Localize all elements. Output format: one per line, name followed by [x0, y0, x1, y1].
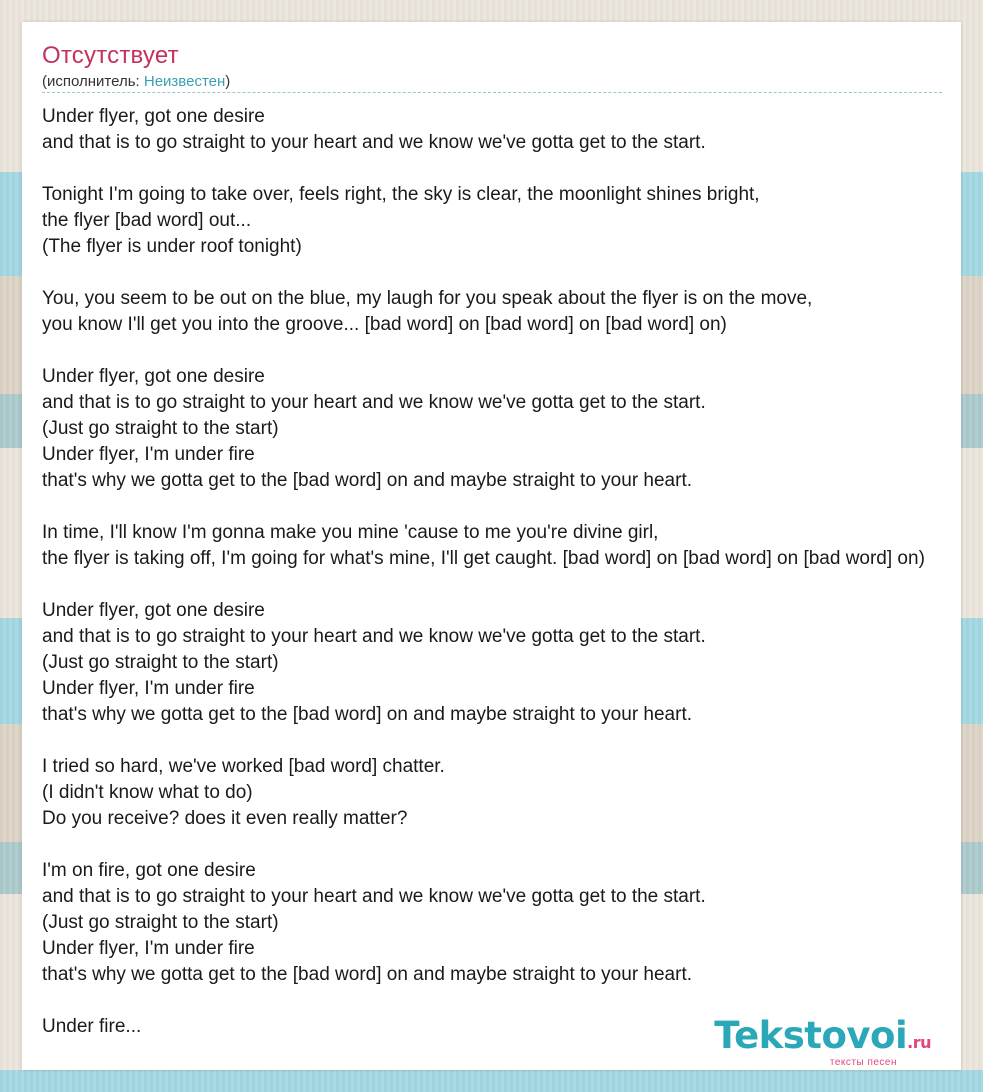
lyric-line: (Just go straight to the start)	[42, 652, 279, 673]
logo-main-text: Tekstovoi	[714, 1014, 908, 1057]
lyric-line	[42, 338, 983, 364]
artist-suffix: )	[225, 73, 231, 90]
lyric-line	[42, 156, 983, 182]
lyric-line: and that is to go straight to your heart and we know we've gotta get to the start.	[42, 132, 706, 153]
logo-tld: .ru	[907, 1033, 931, 1052]
title-divider	[42, 92, 942, 93]
lyric-line: I'm on fire, got one desire	[42, 860, 256, 881]
lyric-line: Under flyer, got one desire	[42, 106, 265, 127]
lyric-line: that's why we gotta get to the [bad word] on and maybe straight to your heart.	[42, 964, 693, 985]
lyric-line	[42, 572, 983, 598]
lyrics-card	[22, 22, 961, 1070]
lyric-line: (Just go straight to the start)	[42, 418, 279, 439]
lyric-line: you know I'll get you into the groove... [bad word] on [bad word] on [bad word] on)	[42, 314, 727, 335]
logo-wordmark	[714, 1016, 931, 1063]
lyric-line	[42, 728, 983, 754]
artist-link[interactable]: Неизвестен	[143, 73, 226, 90]
lyric-line: and that is to go straight to your heart and we know we've gotta get to the start.	[42, 886, 706, 907]
lyric-line: Under flyer, I'm under fire	[42, 678, 255, 699]
site-logo[interactable]	[714, 1016, 931, 1068]
song-title: Отсутствует	[42, 42, 179, 69]
lyric-line	[42, 494, 983, 520]
lyric-line	[42, 988, 983, 1014]
lyric-line: Under flyer, got one desire	[42, 366, 265, 387]
lyric-line	[42, 832, 983, 858]
lyric-line: and that is to go straight to your heart and we know we've gotta get to the start.	[42, 626, 706, 647]
lyric-line: I tried so hard, we've worked [bad word] chatter.	[42, 756, 445, 777]
lyric-line: (Just go straight to the start)	[42, 912, 279, 933]
lyric-line: (The flyer is under roof tonight)	[42, 236, 302, 257]
lyric-line: Under flyer, I'm under fire	[42, 938, 255, 959]
lyric-line: In time, I'll know I'm gonna make you mine 'cause to me you're divine girl,	[42, 522, 659, 543]
lyric-line: Under flyer, I'm under fire	[42, 444, 255, 465]
lyric-line: the flyer [bad word] out...	[42, 210, 252, 231]
lyric-line: that's why we gotta get to the [bad word] on and maybe straight to your heart.	[42, 704, 693, 725]
logo-tagline: тексты песен	[829, 1057, 897, 1068]
background-stripe	[0, 1070, 983, 1092]
lyric-line: and that is to go straight to your heart and we know we've gotta get to the start.	[42, 392, 706, 413]
lyric-line	[42, 260, 983, 286]
lyric-line: the flyer is taking off, I'm going for what's mine, I'll get caught. [bad word] on [bad word] on [bad word] on)	[42, 548, 925, 569]
lyric-line: You, you seem to be out on the blue, my laugh for you speak about the flyer is on the move,	[42, 288, 813, 309]
lyric-line: (I didn't know what to do)	[42, 782, 253, 803]
lyric-line: that's why we gotta get to the [bad word] on and maybe straight to your heart.	[42, 470, 693, 491]
lyric-line: Tonight I'm going to take over, feels right, the sky is clear, the moonlight shines bright,	[42, 184, 760, 205]
lyrics-text	[42, 104, 983, 1040]
lyric-line: Under fire...	[42, 1016, 142, 1037]
artist-prefix: (исполнитель:	[42, 73, 144, 90]
lyric-line: Do you receive? does it even really matter?	[42, 808, 408, 829]
artist-line	[42, 73, 230, 90]
lyric-line: Under flyer, got one desire	[42, 600, 265, 621]
